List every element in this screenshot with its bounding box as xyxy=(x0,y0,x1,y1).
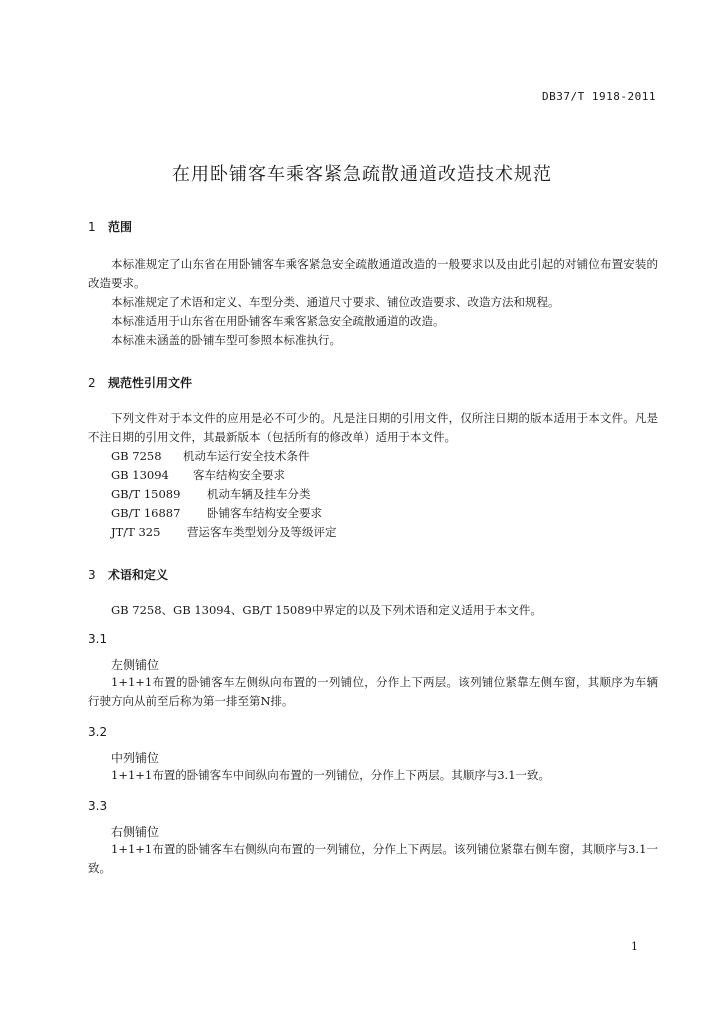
reference-code: GB/T 16887 xyxy=(111,506,181,520)
section-number: 2 xyxy=(88,376,96,390)
reference-code: GB/T 15089 xyxy=(111,487,181,501)
paragraph: 本标准规定了山东省在用卧铺客车乘客紧急安全疏散通道改造的一般要求以及由此引起的对铺位布置安装的改造要求。 xyxy=(88,257,658,290)
paragraph: GB 7258、GB 13094、GB/T 15089中界定的以及下列术语和定义适用于本文件。 xyxy=(111,603,542,617)
term-entry xyxy=(88,632,658,711)
term-entry xyxy=(88,799,658,878)
section-title: 术语和定义 xyxy=(108,568,169,582)
reference-item xyxy=(88,504,658,523)
term-name: 中列铺位 xyxy=(111,751,160,765)
term-definition: 1+1+1布置的卧铺客车右侧纵向布置的一列铺位，分作上下两层。该列铺位紧靠右侧车窗，其顺序与3.1一致。 xyxy=(88,842,658,875)
page-number: 1 xyxy=(631,940,638,953)
section-scope xyxy=(88,218,658,350)
reference-name: 机动车辆及挂车分类 xyxy=(207,487,311,501)
term-number: 3.3 xyxy=(88,799,108,813)
document-title: 在用卧铺客车乘客紧急疏散通道改造技术规范 xyxy=(172,164,552,185)
section-normative-references xyxy=(88,374,658,542)
standard-code: DB37/T 1918-2011 xyxy=(542,90,656,103)
paragraph: 本标准适用于山东省在用卧铺客车乘客紧急安全疏散通道的改造。 xyxy=(111,314,445,328)
term-definition: 1+1+1布置的卧铺客车中间纵向布置的一列铺位，分作上下两层。其顺序与3.1一致。 xyxy=(111,768,551,782)
paragraph: 本标准未涵盖的卧铺车型可参照本标准执行。 xyxy=(111,333,341,347)
section-number: 3 xyxy=(88,568,96,582)
section-heading xyxy=(88,218,658,235)
section-number: 1 xyxy=(88,220,96,234)
term-definition: 1+1+1布置的卧铺客车左侧纵向布置的一列铺位，分作上下两层。该列铺位紧靠左侧车窗，其顺序为车辆行驶方向从前至后称为第一排至第N排。 xyxy=(88,675,658,708)
reference-code: JT/T 325 xyxy=(111,525,161,539)
reference-item xyxy=(88,523,658,542)
reference-name: 客车结构安全要求 xyxy=(193,468,285,482)
term-number: 3.2 xyxy=(88,725,108,739)
section-title: 范围 xyxy=(108,220,133,234)
reference-item xyxy=(88,485,658,504)
section-terms-and-definitions xyxy=(88,566,658,878)
reference-name: 卧铺客车结构安全要求 xyxy=(207,506,322,520)
term-number: 3.1 xyxy=(88,632,108,646)
paragraph: 本标准规定了术语和定义、车型分类、通道尺寸要求、铺位改造要求、改造方法和规程。 xyxy=(111,295,560,309)
paragraph: 下列文件对于本文件的应用是必不可少的。凡是注日期的引用文件，仅所注日期的版本适用于本文件。凡是不注日期的引用文件，其最新版本（包括所有的修改单）适用于本文件。 xyxy=(88,411,658,444)
section-title: 规范性引用文件 xyxy=(108,376,193,390)
term-name: 右侧铺位 xyxy=(111,825,160,839)
section-heading xyxy=(88,374,658,391)
reference-item xyxy=(88,447,658,466)
term-entry xyxy=(88,725,658,785)
reference-code: GB 13094 xyxy=(111,468,169,482)
reference-item xyxy=(88,466,658,485)
reference-name: 营运客车类型划分及等级评定 xyxy=(187,525,337,539)
term-name: 左侧铺位 xyxy=(111,658,160,672)
document-body xyxy=(88,218,658,878)
reference-name: 机动车运行安全技术条件 xyxy=(183,449,310,463)
reference-code: GB 7258 xyxy=(111,449,162,463)
section-heading xyxy=(88,566,658,583)
